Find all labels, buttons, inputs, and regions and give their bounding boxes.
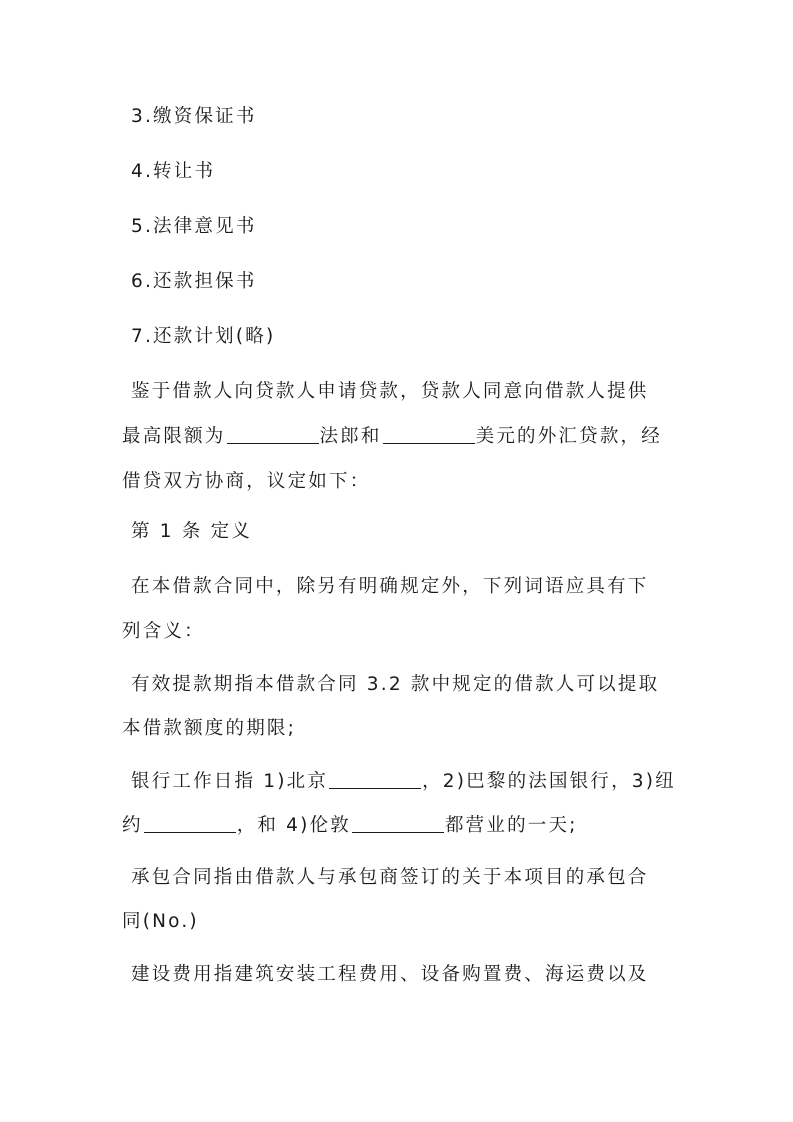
definition-text: 约 [122,815,143,836]
definition-line: 同(No.) [122,911,199,932]
definition-line: 承包合同指由借款人与承包商签订的关于本项目的承包合 [131,867,649,888]
article-paragraph: 列含义： [122,621,205,642]
attachment-item: 3.缴资保证书 [131,106,257,127]
definition-text: ，2)巴黎的法国银行，3)纽 [422,771,676,792]
preamble-text: 最高限额为 [122,426,226,447]
fill-in-blank [352,814,444,833]
article-heading: 第 1 条 定义 [131,521,253,542]
preamble-line: 借贷双方协商，议定如下： [122,471,371,492]
definition-text: ，和 4)伦敦 [236,815,351,836]
definition-line: 建设费用指建筑安装工程费用、设备购置费、海运费以及 [131,964,649,985]
definition-line [131,770,691,794]
fill-in-blank [383,425,475,444]
definition-line [122,814,682,838]
article-paragraph: 在本借款合同中，除另有明确规定外，下列词语应具有下 [131,576,649,597]
definition-text: 都营业的一天; [444,815,578,836]
definition-line: 有效提款期指本借款合同 3.2 款中规定的借款人可以提取 [131,674,660,695]
attachment-item: 4.转让书 [131,161,216,182]
preamble-line [122,425,682,449]
definition-line: 本借款额度的期限; [122,718,297,739]
preamble-line: 鉴于借款人向贷款人申请贷款，贷款人同意向借款人提供 [131,381,649,402]
fill-in-blank [144,814,236,833]
attachment-item: 6.还款担保书 [131,271,257,292]
fill-in-blank [227,425,319,444]
preamble-text: 法郎和 [319,426,382,447]
attachment-item: 7.还款计划(略) [131,326,276,347]
definition-text: 银行工作日指 1)北京 [131,771,329,792]
preamble-text: 美元的外汇贷款，经 [475,426,662,447]
fill-in-blank [329,770,421,789]
attachment-item: 5.法律意见书 [131,216,257,237]
